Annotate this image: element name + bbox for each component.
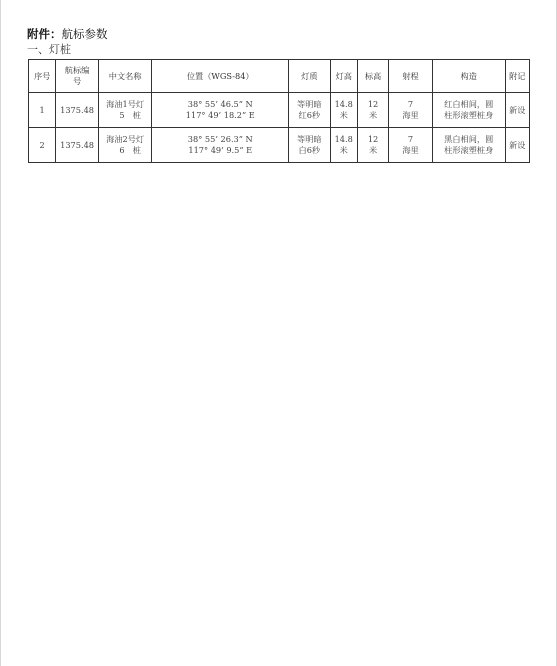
heading-separator: ： xyxy=(50,27,62,41)
header-light: 灯质 xyxy=(289,60,330,93)
cell-range-line1: 7 xyxy=(407,134,414,144)
cell-light xyxy=(289,128,330,163)
navigation-mark-table xyxy=(28,59,530,163)
cell-range xyxy=(389,128,433,163)
cell-light-height-line2: 米 xyxy=(339,145,348,155)
cell-position xyxy=(152,128,289,163)
cell-light-line2: 白6秒 xyxy=(298,145,321,155)
cell-light xyxy=(289,93,330,128)
cell-mark-height xyxy=(357,128,388,163)
cell-range-line1: 7 xyxy=(407,99,414,109)
cell-light-line1: 等明暗 xyxy=(297,134,322,144)
section-title: 一、灯桩 xyxy=(27,43,71,56)
header-range: 射程 xyxy=(389,60,433,93)
cell-structure-line1: 黑白相间，圆 xyxy=(444,134,494,144)
cell-range-line2: 海里 xyxy=(402,110,419,120)
table-header-row xyxy=(29,60,530,93)
cell-light-height xyxy=(330,93,357,128)
cell-mark-height-line1: 12 xyxy=(367,99,379,109)
header-code xyxy=(56,60,99,93)
header-position: 位置（WGS-84） xyxy=(152,60,289,93)
cell-remark: 新设 xyxy=(505,93,529,128)
cell-light-height-line1: 14.8 xyxy=(334,134,353,144)
header-remark: 附记 xyxy=(505,60,529,93)
header-structure: 构造 xyxy=(432,60,505,93)
cell-light-height-line1: 14.8 xyxy=(334,99,353,109)
cell-lat: 38° 55’ 26.3” N xyxy=(187,134,253,144)
cell-no: 1 xyxy=(29,93,56,128)
cell-range-line2: 海里 xyxy=(402,145,419,155)
header-code-line2: 号 xyxy=(72,76,82,86)
cell-structure-line1: 红白相间，圆 xyxy=(444,99,494,109)
cell-name-line1: 海油1号灯 xyxy=(106,99,145,109)
cell-code: 1375.48 xyxy=(56,93,99,128)
header-light-height: 灯高 xyxy=(330,60,357,93)
header-code-line1: 航标编 xyxy=(64,65,90,75)
cell-position xyxy=(152,93,289,128)
cell-light-height xyxy=(330,128,357,163)
cell-lon: 117° 49’ 9.5” E xyxy=(188,145,253,155)
cell-mark-height xyxy=(357,93,388,128)
header-mark-height: 标高 xyxy=(357,60,388,93)
cell-code: 1375.48 xyxy=(56,128,99,163)
cell-name xyxy=(98,93,152,128)
table-row xyxy=(29,93,530,128)
cell-no: 2 xyxy=(29,128,56,163)
cell-structure-line2: 柱形滚塑桩身 xyxy=(444,145,494,155)
cell-lon: 117° 49’ 18.2” E xyxy=(185,110,255,120)
cell-structure-line2: 柱形滚塑桩身 xyxy=(444,110,494,120)
cell-light-line2: 红6秒 xyxy=(298,110,321,120)
header-name: 中文名称 xyxy=(98,60,152,93)
heading-title: 航标参数 xyxy=(61,27,108,41)
cell-light-height-line2: 米 xyxy=(339,110,348,120)
cell-remark: 新设 xyxy=(505,128,529,163)
table-row xyxy=(29,128,530,163)
cell-name-line2: 5 桩 xyxy=(119,110,141,120)
cell-light-line1: 等明暗 xyxy=(297,99,322,109)
document-heading xyxy=(27,27,108,41)
cell-name xyxy=(98,128,152,163)
cell-mark-height-line1: 12 xyxy=(367,134,379,144)
cell-name-line1: 海油2号灯 xyxy=(106,134,145,144)
cell-structure xyxy=(432,128,505,163)
cell-name-line2: 6 桩 xyxy=(119,145,141,155)
cell-lat: 38° 55’ 46.5” N xyxy=(187,99,253,109)
page-edge-left xyxy=(0,0,1,666)
heading-bold: 附件 xyxy=(27,27,50,41)
cell-structure xyxy=(432,93,505,128)
cell-range xyxy=(389,93,433,128)
header-no: 序号 xyxy=(29,60,56,93)
cell-mark-height-line2: 米 xyxy=(368,110,378,120)
cell-mark-height-line2: 米 xyxy=(368,145,378,155)
